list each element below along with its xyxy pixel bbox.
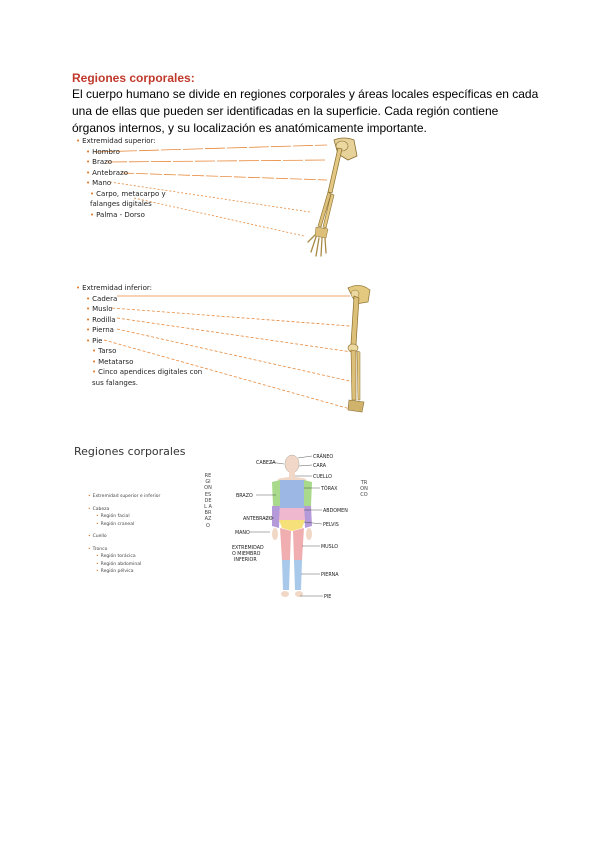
- label-pierna: PIERNA: [321, 573, 339, 578]
- label-antebrazo: ANTEBRAZO: [243, 517, 273, 522]
- upper-limb-list: [76, 136, 190, 220]
- list-subitem: • Región facial: [88, 513, 160, 521]
- label-abdomen: ABDOMEN: [323, 509, 348, 514]
- vertical-label-left: REGIONES DEL ABRAZO: [204, 473, 212, 529]
- list-item: • Cuello: [88, 533, 160, 541]
- label-cara: CARA: [313, 464, 327, 469]
- label-pelvis: PELVIS: [323, 523, 339, 528]
- list-subitem: • Región craneal: [88, 521, 160, 529]
- list-item: • Rodilla: [76, 315, 212, 326]
- label-torax: TÓRAX: [321, 487, 338, 492]
- list-item: • Extremidad superior e inferior: [88, 493, 160, 501]
- list-subitem: • Carpo, metacarpo y falanges digitales: [76, 189, 190, 210]
- label-cuello: CUELLO: [313, 475, 332, 480]
- list-item: • Cabeza: [88, 506, 160, 514]
- human-body-image: [272, 455, 312, 597]
- body-figure-title: Regiones corporales: [74, 445, 186, 458]
- body-region-list: [88, 493, 160, 576]
- list-subitem: • Región torácica: [88, 553, 160, 561]
- list-subitem: • Palma - Dorso: [76, 210, 190, 221]
- list-item: • Cadera: [76, 294, 212, 305]
- label-extremidad-line3: INFERIOR: [234, 558, 257, 563]
- list-subitem: • Región abdominal: [88, 561, 160, 569]
- leg-bones-image: [348, 285, 370, 412]
- vertical-label-right: TRONCO: [360, 480, 368, 499]
- list-subitem: • Tarso: [76, 346, 212, 357]
- section-heading: Regiones corporales:: [72, 71, 195, 85]
- list-item: • Brazo: [76, 157, 190, 168]
- list-item: • Pierna: [76, 325, 212, 336]
- list-item: • Pie: [76, 336, 212, 347]
- lower-limb-list: [76, 283, 212, 388]
- intro-paragraph: El cuerpo humano se divide en regiones corporales y áreas locales específicas en cada una de ellas que pueden ser identificadas en la superficie. Cada región contiene órganos internos, y su localización es anatómicamente importante.: [72, 87, 539, 135]
- label-craneo: CRÁNEO: [313, 455, 334, 460]
- list-item: • Hombro: [76, 147, 190, 158]
- arm-bones-image: [308, 138, 357, 256]
- body-regions-figure: [220, 448, 370, 608]
- label-brazo: BRAZO: [236, 494, 253, 499]
- lower-limb-title: • Extremidad inferior:: [76, 283, 212, 294]
- label-pie: PIE: [324, 595, 332, 600]
- list-subitem: • Cinco apendices digitales con sus falanges.: [76, 367, 212, 388]
- label-mano: MANO: [235, 531, 250, 536]
- list-subitem: • Metatarso: [76, 357, 212, 368]
- list-item: • Mano: [76, 178, 190, 189]
- label-cabeza: CABEZA: [256, 461, 276, 466]
- label-extremidad-line2: O MIEMBRO: [232, 552, 261, 557]
- label-extremidad-line1: EXTREMIDAD: [232, 546, 264, 551]
- label-muslo: MUSLO: [321, 545, 338, 550]
- list-item: • Antebrazo: [76, 168, 190, 179]
- list-subitem: • Región pélvica: [88, 568, 160, 576]
- list-item: • Muslo: [76, 304, 212, 315]
- list-item: • Tronco: [88, 546, 160, 554]
- upper-limb-title: • Extremidad superior:: [76, 136, 190, 147]
